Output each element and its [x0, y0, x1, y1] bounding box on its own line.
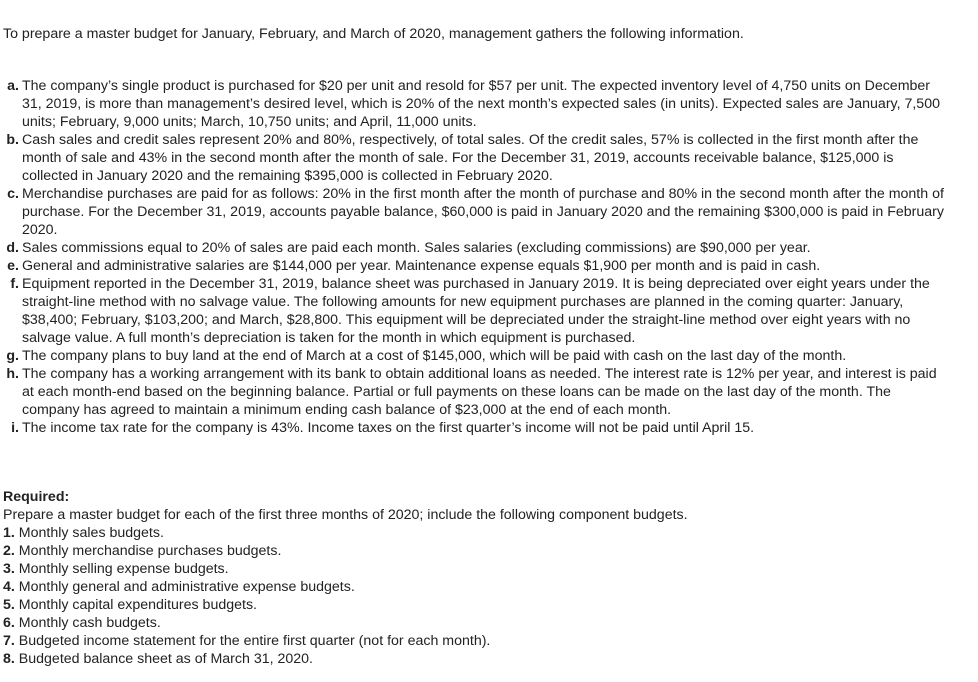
required-section	[3, 488, 943, 668]
required-text: Budgeted income statement for the entire first quarter (not for each month).	[18, 633, 491, 649]
required-item-7	[3, 632, 943, 650]
item-text: General and administrative salaries are $144,000 per year. Maintenance expense equals $1,900 per month and is paid in cash.	[22, 258, 821, 274]
item-letter: e.	[7, 258, 19, 274]
required-text: Monthly selling expense budgets.	[18, 561, 229, 577]
item-text: The company’s single product is purchased for $20 per unit and resold for $57 per unit. The expected inventory level of 4,750 units on December 31, 2019, is more than management’s desired level, which is 20% of the next month’s expected sales (in units). Expected sales are January, 7,500 units; February, 9,000 units; March, 10,750 units; and April, 11,000 units.	[22, 78, 940, 130]
item-text: Equipment reported in the December 31, 2019, balance sheet was purchased in January 2019. It is being depreciated over eight years under the straight-line method with no salvage value. The following amounts for new equipment purchases are planned in the coming quarter: January, $38,400; February, $103,200; and March, $28,800. This equipment will be depreciated under the straight-line method over eight years with no salvage value. A full month’s depreciation is taken for the month in which equipment is purchased.	[22, 276, 930, 346]
required-text: Budgeted balance sheet as of March 31, 2020.	[18, 651, 314, 667]
required-number: 6.	[3, 615, 15, 631]
item-letter: a.	[7, 78, 19, 94]
item-letter: d.	[6, 240, 19, 256]
item-letter: c.	[7, 186, 19, 202]
item-text: Merchandise purchases are paid for as follows: 20% in the first month after the month of purchase and 80% in the second month after the month of purchase. For the December 31, 2019, accounts payable balance, $60,000 is paid in January 2020 and the remaining $300,000 is paid in February 2020.	[22, 186, 945, 238]
required-number: 1.	[3, 525, 15, 541]
item-letter: g.	[6, 348, 19, 364]
item-text: Cash sales and credit sales represent 20% and 80%, respectively, of total sales. Of the credit sales, 57% is collected in the first month after the month of sale and 43% in the second month after the month of sale. For the December 31, 2019, accounts receivable balance, $125,000 is collected in January 2020 and the remaining $395,000 is collected in February 2020.	[22, 132, 919, 184]
list-item-c	[0, 185, 945, 239]
required-item-3	[3, 560, 943, 578]
list-item-e	[0, 257, 945, 275]
intro-text: To prepare a master budget for January, February, and March of 2020, management gathers the following information.	[3, 26, 744, 42]
required-item-8	[3, 650, 943, 668]
required-item-6	[3, 614, 943, 632]
required-item-5	[3, 596, 943, 614]
required-item-4	[3, 578, 943, 596]
item-text: The company plans to buy land at the end of March at a cost of $145,000, which will be paid with cash on the last day of the month.	[22, 348, 847, 364]
required-number: 8.	[3, 651, 15, 667]
item-letter: i.	[11, 420, 19, 436]
required-number: 2.	[3, 543, 15, 559]
item-letter: h.	[6, 366, 19, 382]
information-list	[0, 77, 945, 437]
required-text: Monthly sales budgets.	[18, 525, 164, 541]
required-number: 5.	[3, 597, 15, 613]
list-item-i	[0, 419, 945, 437]
list-item-f	[0, 275, 945, 347]
required-instruction: Prepare a master budget for each of the first three months of 2020; include the following component budgets.	[3, 507, 688, 523]
required-number: 4.	[3, 579, 15, 595]
item-text: The income tax rate for the company is 43%. Income taxes on the first quarter’s income will not be paid until April 15.	[22, 420, 755, 436]
required-item-2	[3, 542, 943, 560]
item-text: Sales commissions equal to 20% of sales are paid each month. Sales salaries (excluding commissions) are $90,000 per year.	[22, 240, 811, 256]
required-text: Monthly cash budgets.	[18, 615, 161, 631]
required-number: 7.	[3, 633, 15, 649]
list-item-g	[0, 347, 945, 365]
required-number: 3.	[3, 561, 15, 577]
item-text: The company has a working arrangement with its bank to obtain additional loans as needed. The interest rate is 12% per year, and interest is paid at each month-end based on the beginning balance. Partial or full payments on these loans can be made on the last day of the month. The company has agreed to maintain a minimum ending cash balance of $23,000 at the end of each month.	[22, 366, 937, 418]
list-item-a	[0, 77, 945, 131]
list-item-h	[0, 365, 945, 419]
item-letter: f.	[10, 276, 19, 292]
required-heading: Required:	[3, 489, 70, 505]
item-letter: b.	[6, 132, 19, 148]
list-item-b	[0, 131, 945, 185]
required-text: Monthly general and administrative expense budgets.	[18, 579, 355, 595]
required-text: Monthly merchandise purchases budgets.	[18, 543, 282, 559]
required-item-1	[3, 524, 943, 542]
list-item-d	[0, 239, 945, 257]
required-text: Monthly capital expenditures budgets.	[18, 597, 257, 613]
